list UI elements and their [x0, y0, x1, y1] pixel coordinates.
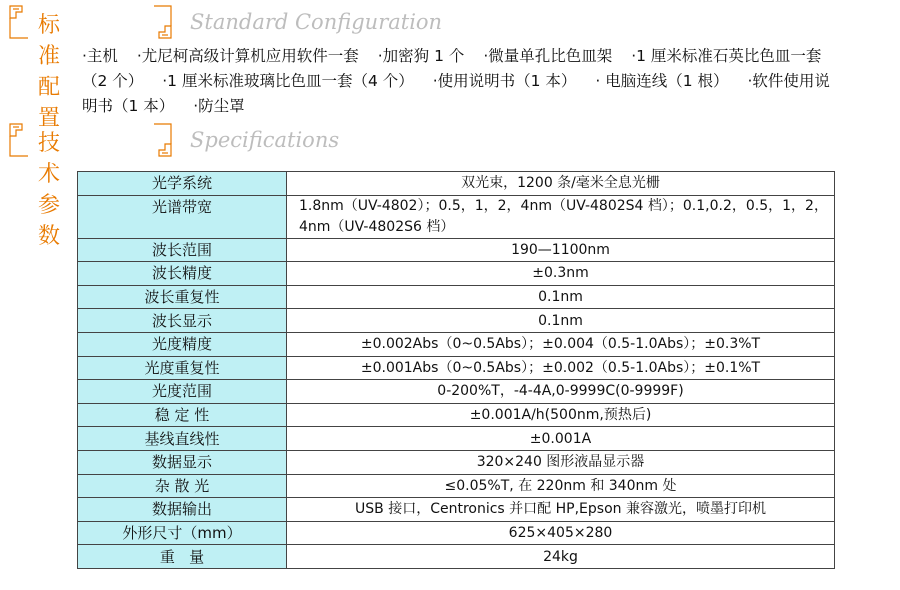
- config-list: [82, 44, 832, 119]
- config-item: ·1 厘米标准玻璃比色皿一套（4 个）: [162, 72, 414, 90]
- spec-label: 数据显示: [78, 450, 287, 474]
- spec-label: 光度精度: [78, 332, 287, 356]
- config-item: ·加密狗 1 个: [377, 47, 465, 65]
- spec-value: ±0.001A/h(500nm,预热后): [287, 403, 835, 427]
- spec-label: 波长范围: [78, 238, 287, 262]
- spec-label: 波长显示: [78, 309, 287, 333]
- config-item: ·1 厘米标准石英比色皿一套（2 个）: [82, 47, 822, 90]
- spec-value: 320×240 图形液晶显示器: [287, 450, 835, 474]
- spec-label: 光度范围: [78, 380, 287, 404]
- spec-value: 双光束，1200 条/毫米全息光栅: [287, 172, 835, 196]
- spec-label: 杂 散 光: [78, 474, 287, 498]
- spec-value: 0.1nm: [287, 309, 835, 333]
- table-row: [78, 332, 835, 356]
- section-title-en: Standard Configuration: [190, 10, 443, 34]
- config-item: · 电脑连线（1 根）: [595, 72, 729, 90]
- table-row: [78, 195, 835, 238]
- table-row: [78, 309, 835, 333]
- spec-value: 1.8nm（UV-4802）；0.5，1，2，4nm（UV-4802S4 档）；0.1,0.2，0.5，1，2，4nm（UV-4802S6 档）: [287, 195, 835, 238]
- table-row: [78, 262, 835, 286]
- spec-value: ±0.001Abs（0~0.5Abs）；±0.002（0.5-1.0Abs）；±0.1%T: [287, 356, 835, 380]
- title-frame-decoration: [8, 4, 170, 40]
- section-title-cn: 技术参数: [38, 131, 63, 249]
- config-item: ·防尘罩: [193, 97, 245, 115]
- section-title-cn: 标准配置: [38, 13, 63, 131]
- spec-value: USB 接口，Centronics 并口配 HP,Epson 兼容激光，喷墨打印机: [287, 498, 835, 522]
- table-row: [78, 521, 835, 545]
- spec-value: 0.1nm: [287, 285, 835, 309]
- config-item: ·使用说明书（1 本）: [432, 72, 577, 90]
- table-row: [78, 172, 835, 196]
- spec-value: 625×405×280: [287, 521, 835, 545]
- spec-label: 波长重复性: [78, 285, 287, 309]
- config-item: ·微量单孔比色皿架: [483, 47, 613, 65]
- spec-label: 波长精度: [78, 262, 287, 286]
- spec-value: ±0.3nm: [287, 262, 835, 286]
- spec-label: 基线直线性: [78, 427, 287, 451]
- config-item: ·主机: [82, 47, 118, 65]
- table-row: [78, 498, 835, 522]
- spec-label: 稳 定 性: [78, 403, 287, 427]
- table-row: [78, 474, 835, 498]
- spec-label: 外形尺寸（mm）: [78, 521, 287, 545]
- config-item: ·软件使用说明书（1 本）: [82, 72, 830, 115]
- spec-label: 数据输出: [78, 498, 287, 522]
- table-row: [78, 356, 835, 380]
- table-row: [78, 403, 835, 427]
- table-row: [78, 285, 835, 309]
- spec-value: ±0.002Abs（0~0.5Abs）；±0.004（0.5-1.0Abs）；±0.3%T: [287, 332, 835, 356]
- title-frame-decoration: [8, 122, 170, 158]
- spec-label: 光学系统: [78, 172, 287, 196]
- spec-value: 0-200%T，-4-4A,0-9999C(0-9999F): [287, 380, 835, 404]
- spec-label: 光度重复性: [78, 356, 287, 380]
- spec-value: 24kg: [287, 545, 835, 569]
- table-row: [78, 427, 835, 451]
- section-title-en: Specifications: [190, 128, 340, 152]
- spec-value: 190—1100nm: [287, 238, 835, 262]
- table-row: [78, 380, 835, 404]
- spec-label: 重 量: [78, 545, 287, 569]
- table-row: [78, 450, 835, 474]
- spec-label: 光谱带宽: [78, 195, 287, 238]
- config-item: ·尤尼柯高级计算机应用软件一套: [136, 47, 359, 65]
- spec-table: [77, 171, 835, 569]
- spec-value: ≤0.05%T, 在 220nm 和 340nm 处: [287, 474, 835, 498]
- table-row: [78, 545, 835, 569]
- table-row: [78, 238, 835, 262]
- spec-value: ±0.001A: [287, 427, 835, 451]
